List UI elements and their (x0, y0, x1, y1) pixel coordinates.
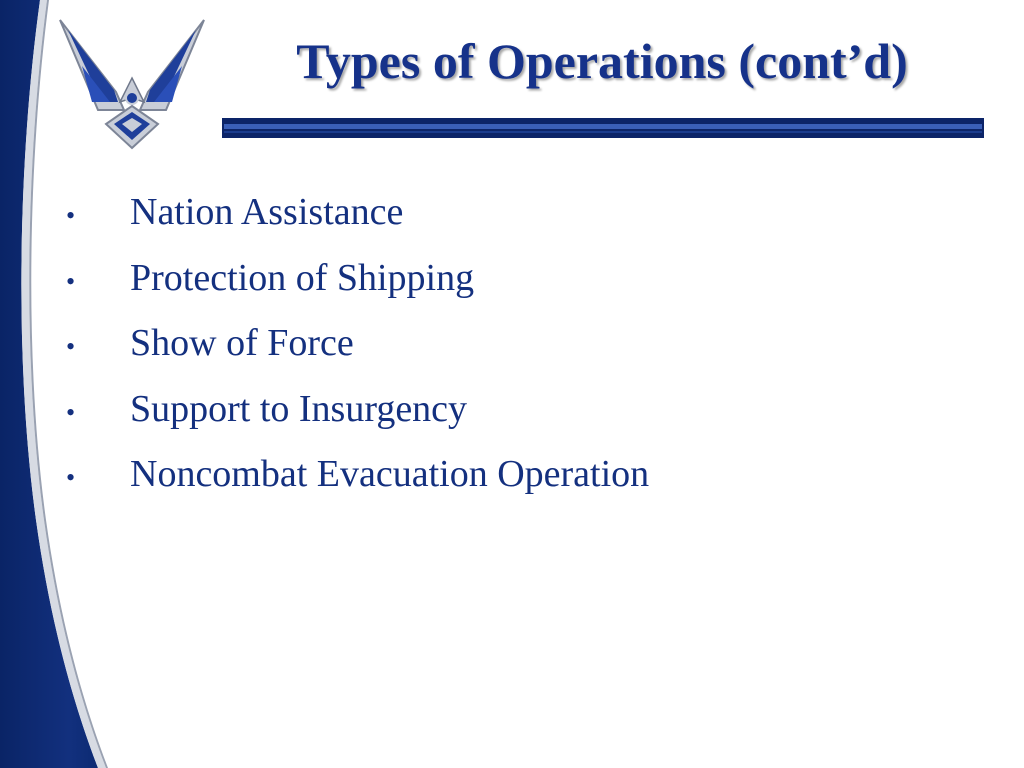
bullet-item (66, 321, 926, 387)
bullet-item (66, 452, 926, 518)
bullet-icon: • (66, 397, 76, 427)
air-force-wings-icon (52, 6, 212, 154)
bullet-item (66, 256, 926, 322)
slide-title: Types of Operations (cont’d) (296, 33, 908, 89)
title-underline (222, 118, 984, 138)
bullet-text: Nation Assistance (130, 191, 404, 233)
bullet-icon: • (66, 201, 76, 230)
bullet-icon: • (66, 463, 76, 492)
bullet-text: Protection of Shipping (130, 256, 475, 299)
bullet-icon: • (66, 266, 76, 296)
bullet-item (66, 190, 926, 256)
bullet-text: Show of Force (130, 322, 354, 364)
bullet-list (66, 190, 926, 518)
bullet-text: Noncombat Evacuation Operation (130, 453, 650, 495)
bullet-text: Support to Insurgency (130, 387, 468, 430)
bullet-item (66, 387, 926, 453)
bullet-icon: • (66, 332, 76, 361)
